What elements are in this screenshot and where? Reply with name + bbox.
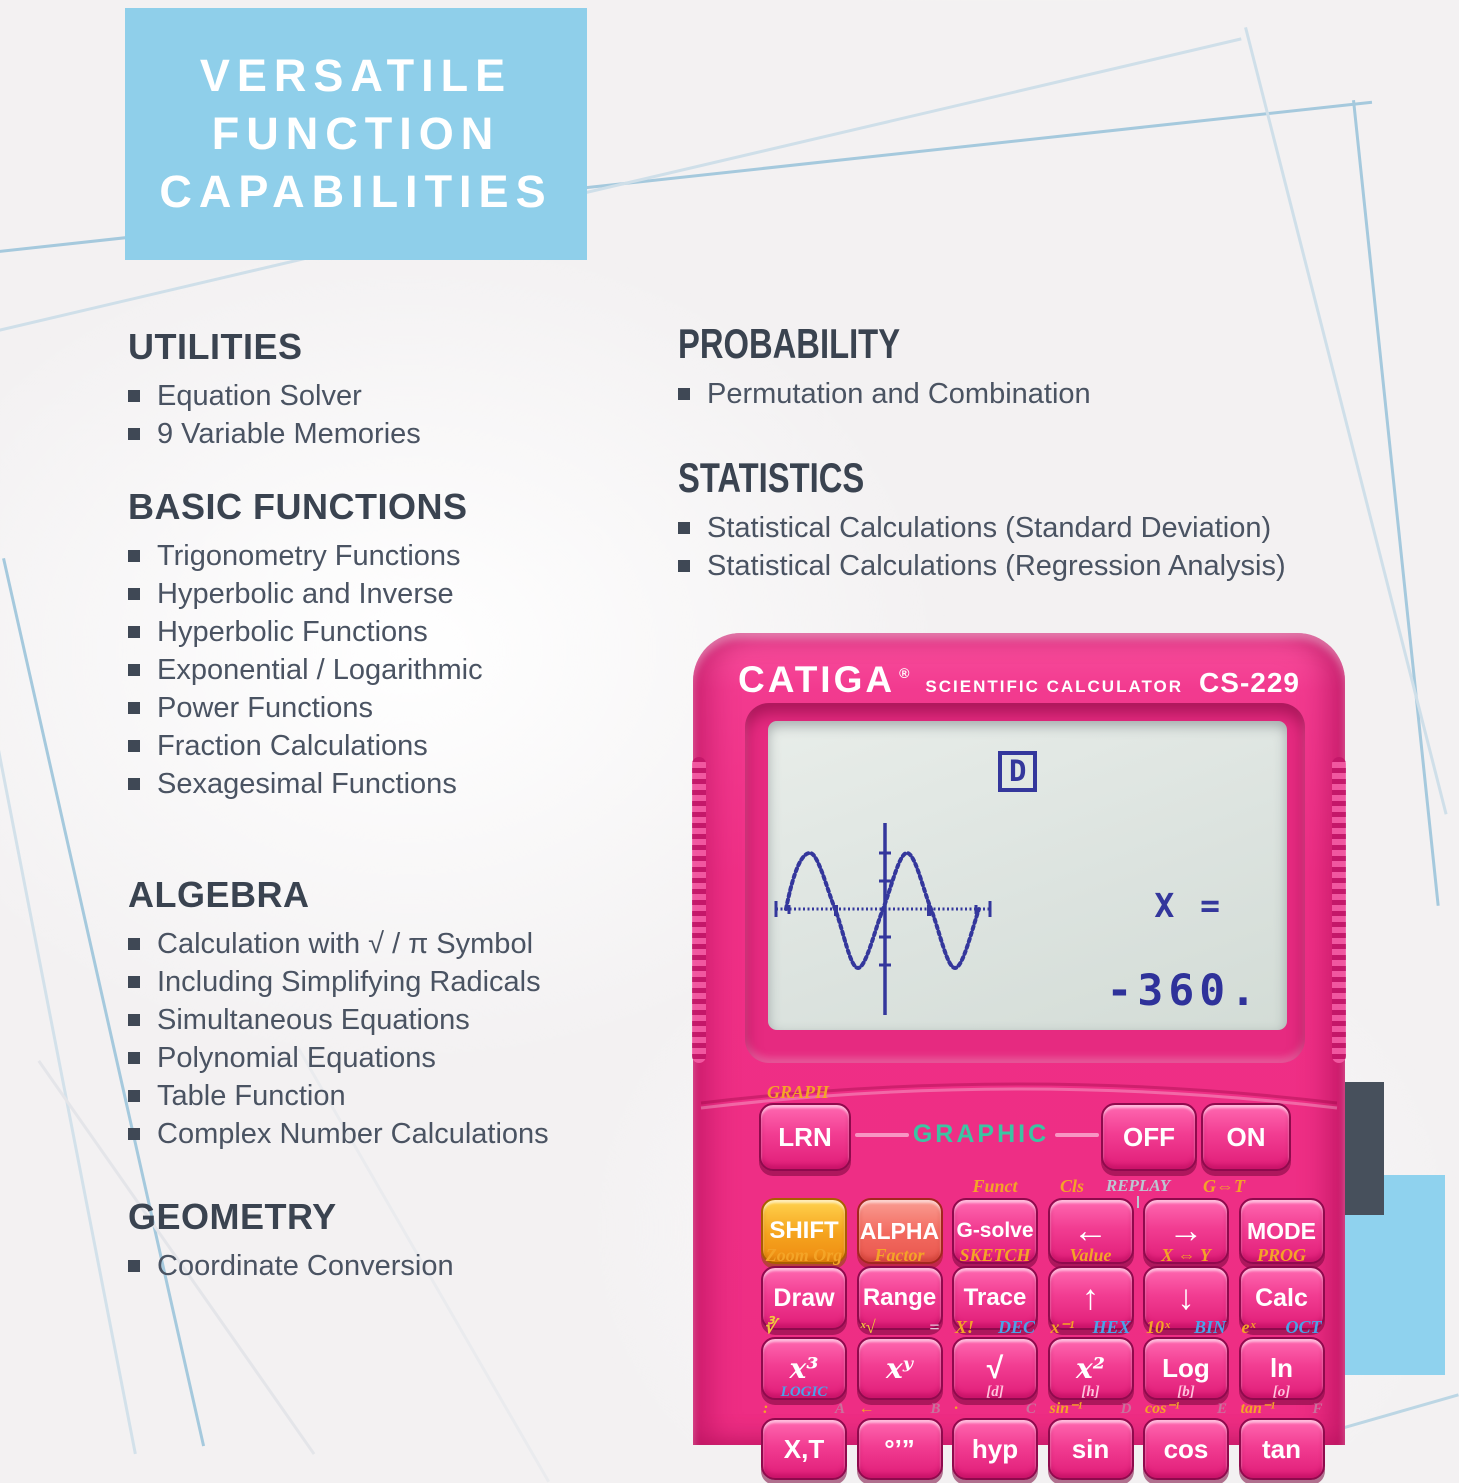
key-x-pow-y: xʸ — [857, 1337, 943, 1400]
feature-column-left — [128, 326, 688, 1288]
feature-item-label: Hyperbolic and Inverse — [157, 578, 454, 610]
bullet-square-icon — [678, 522, 690, 534]
feature-item — [128, 540, 688, 572]
lcd-sine-graph — [774, 817, 1014, 1017]
hint-zoom-org: Zoom Org — [765, 1245, 843, 1265]
feature-item — [128, 1080, 688, 1112]
grip-ridge-right — [1332, 757, 1346, 1063]
hint-blank — [857, 1385, 943, 1400]
decor-dash — [1055, 1133, 1099, 1137]
registered-mark: ® — [899, 665, 910, 681]
section-heading: ALGEBRA — [128, 874, 310, 915]
key-up-arrow: ↑ — [1048, 1266, 1134, 1330]
hint-row-4 — [761, 1317, 1325, 1338]
key-sqrt: √ — [952, 1337, 1038, 1400]
feature-item-label: Polynomial Equations — [157, 1042, 436, 1074]
bullet-square-icon — [128, 702, 140, 714]
product-type-label: SCIENTIFIC CALCULATOR — [925, 677, 1184, 696]
model-number: CS-229 — [1199, 667, 1300, 698]
hint-xroot: ˣ√ — [859, 1317, 876, 1337]
section-statistics — [678, 454, 1448, 582]
key-x-squared: x² — [1048, 1337, 1134, 1400]
feature-item-label: Statistical Calculations (Regression Analysis) — [707, 550, 1286, 582]
section-heading: PROBABILITY — [678, 320, 901, 367]
hint-letter-c: C — [1025, 1401, 1036, 1417]
hint-h-bracket: [h] — [1081, 1384, 1100, 1400]
hint-e-pow: eˣ — [1241, 1317, 1256, 1337]
hint-letter-d: D — [1120, 1401, 1132, 1417]
key-right-arrow: → — [1143, 1198, 1229, 1264]
key-down-arrow: ↓ — [1143, 1266, 1229, 1330]
feature-item-label: 9 Variable Memories — [157, 418, 421, 450]
hint-b-bracket: [b] — [1177, 1384, 1195, 1400]
hint-logic: LOGIC — [780, 1384, 828, 1400]
key-hyp: hyp — [952, 1418, 1038, 1480]
feature-item — [128, 966, 688, 998]
key-x-cubed: x³ — [761, 1337, 847, 1400]
feature-item-label: Complex Number Calculations — [157, 1118, 549, 1150]
hint-o-bracket: [o] — [1272, 1384, 1291, 1400]
hint-colon: : — [763, 1400, 769, 1417]
title-line: VERSATILE — [199, 50, 513, 101]
feature-item-label: Calculation with √ / π Symbol — [157, 928, 534, 960]
bullet-square-icon — [128, 976, 140, 988]
feature-item — [128, 928, 688, 960]
key-calc: Calc — [1239, 1266, 1325, 1330]
hint-letter-f: F — [1312, 1401, 1323, 1417]
section-heading: STATISTICS — [678, 454, 865, 501]
feature-item — [128, 616, 688, 648]
bullet-square-icon — [678, 560, 690, 572]
title-line: FUNCTION — [211, 108, 501, 159]
hint-equals: = — [929, 1317, 940, 1337]
calculator — [693, 633, 1345, 1464]
feature-item — [678, 550, 1448, 582]
feature-item — [128, 1250, 688, 1282]
section-utilities — [128, 326, 688, 450]
hint-arccos: cos⁻¹ — [1145, 1400, 1180, 1417]
bullet-square-icon — [128, 1052, 140, 1064]
bullet-square-icon — [128, 626, 140, 638]
hint-row-3 — [761, 1245, 1325, 1266]
hint-replay: REPLAY — [1105, 1176, 1171, 1195]
feature-item-label: Hyperbolic Functions — [157, 616, 428, 648]
feature-item — [128, 380, 688, 412]
hint-ten-pow: 10ˣ — [1146, 1317, 1171, 1337]
section-probability — [678, 320, 1448, 410]
bullet-square-icon — [128, 938, 140, 950]
bullet-square-icon — [128, 778, 140, 790]
section-basic-functions — [128, 486, 688, 800]
lcd-deg-indicator: D — [998, 751, 1037, 792]
title-line: CAPABILITIES — [159, 166, 553, 217]
section-heading: UTILITIES — [128, 326, 303, 367]
bullet-square-icon — [128, 588, 140, 600]
feature-item-label: Simultaneous Equations — [157, 1004, 470, 1036]
key-left-arrow: ← — [1048, 1198, 1134, 1264]
key-tan: tan — [1239, 1418, 1325, 1480]
feature-item — [128, 418, 688, 450]
hint-letter-b: B — [930, 1401, 941, 1417]
graphic-series-label: GRAPHIC — [912, 1120, 1050, 1148]
bullet-square-icon — [128, 428, 140, 440]
key-range: Range — [857, 1266, 943, 1330]
title-banner — [125, 8, 587, 260]
feature-item-label: Table Function — [157, 1080, 346, 1112]
feature-item — [128, 1042, 688, 1074]
feature-item-label: Permutation and Combination — [707, 378, 1091, 410]
hint-prog: PROG — [1257, 1245, 1306, 1265]
bullet-square-icon — [128, 390, 140, 402]
feature-item — [128, 1118, 688, 1150]
hint-funct: Funct — [972, 1176, 1018, 1196]
hint-row-5 — [761, 1385, 1325, 1418]
bullet-square-icon — [128, 1128, 140, 1140]
section-heading: GEOMETRY — [128, 1196, 337, 1237]
feature-item-label: Coordinate Conversion — [157, 1250, 454, 1282]
key-xt: X,T — [761, 1418, 847, 1480]
bullet-square-icon — [128, 740, 140, 752]
brand-row — [733, 659, 1305, 701]
key-ln: ln — [1239, 1337, 1325, 1400]
feature-column-right — [678, 320, 1448, 588]
hint-cbrt: ∛ — [764, 1317, 776, 1337]
key-off: OFF — [1101, 1103, 1197, 1171]
hint-dec: DEC — [997, 1317, 1035, 1337]
feature-item-label: Statistical Calculations (Standard Deviation) — [707, 512, 1272, 544]
feature-item-label: Including Simplifying Radicals — [157, 966, 541, 998]
decor-line — [0, 688, 137, 1454]
section-algebra — [128, 874, 688, 1150]
decor-dash — [855, 1133, 909, 1137]
brand-name: CATIGA — [738, 659, 896, 700]
bullet-square-icon — [128, 1260, 140, 1272]
hint-arctan: tan⁻¹ — [1240, 1400, 1276, 1417]
hint-d-bracket: [d] — [986, 1384, 1004, 1400]
hint-factorial: X! — [955, 1317, 975, 1337]
key-row-5 — [761, 1418, 1325, 1476]
feature-item — [128, 768, 688, 800]
bullet-square-icon — [128, 550, 140, 562]
key-mode: MODE — [1239, 1198, 1325, 1264]
key-alpha: ALPHA — [857, 1198, 943, 1264]
bullet-square-icon — [128, 1014, 140, 1026]
key-dms: °’” — [857, 1418, 943, 1480]
hint-bin: BIN — [1193, 1317, 1226, 1337]
key-draw: Draw — [761, 1266, 847, 1330]
feature-item — [678, 512, 1448, 544]
hint-inverse: x⁻¹ — [1050, 1317, 1075, 1337]
key-trace: Trace — [952, 1266, 1038, 1330]
feature-item — [128, 730, 688, 762]
hint-letter-e: E — [1216, 1401, 1227, 1417]
key-lrn: LRN — [759, 1103, 851, 1171]
key-sin: sin — [1048, 1418, 1134, 1480]
feature-item — [128, 692, 688, 724]
hint-g-to-t: G⇔T — [1203, 1176, 1245, 1196]
hint-sketch: SKETCH — [959, 1245, 1031, 1265]
hint-arcsin: sin⁻¹ — [1049, 1400, 1083, 1417]
hint-back-arrow: ← — [858, 1400, 875, 1417]
section-geometry — [128, 1196, 688, 1282]
hint-graph: GRAPH — [767, 1082, 830, 1102]
hint-factor: Factor — [874, 1245, 925, 1265]
bullet-square-icon — [678, 388, 690, 400]
feature-item — [678, 378, 1448, 410]
feature-item — [128, 578, 688, 610]
feature-item-label: Fraction Calculations — [157, 730, 428, 762]
key-g-solve: G-solve — [952, 1198, 1038, 1264]
key-cos: cos — [1143, 1418, 1229, 1480]
hint-dot: · — [954, 1400, 958, 1417]
hint-letter-a: A — [834, 1401, 845, 1417]
lcd-value: -360. — [1106, 966, 1261, 1016]
feature-item-label: Trigonometry Functions — [157, 540, 461, 572]
section-heading: BASIC FUNCTIONS — [128, 486, 468, 527]
bullet-square-icon — [128, 664, 140, 676]
hint-cls: Cls — [1059, 1176, 1084, 1196]
feature-item-label: Exponential / Logarithmic — [157, 654, 483, 686]
feature-item-label: Equation Solver — [157, 380, 362, 412]
grip-ridge-left — [692, 757, 706, 1063]
hint-hex: HEX — [1092, 1317, 1131, 1337]
key-log: Log — [1143, 1337, 1229, 1400]
lcd-screen — [768, 721, 1287, 1030]
hint-x-y: X ⇔ Y — [1161, 1245, 1211, 1265]
hint-oct: OCT — [1285, 1317, 1322, 1337]
key-shift: SHIFT — [761, 1198, 847, 1264]
hint-value: Value — [1069, 1245, 1112, 1265]
key-on: ON — [1201, 1103, 1291, 1171]
feature-item-label: Sexagesimal Functions — [157, 768, 457, 800]
bullet-square-icon — [128, 1090, 140, 1102]
feature-item-label: Power Functions — [157, 692, 373, 724]
lcd-x-annotation: X = — [1154, 886, 1223, 925]
feature-item — [128, 1004, 688, 1036]
feature-item — [128, 654, 688, 686]
